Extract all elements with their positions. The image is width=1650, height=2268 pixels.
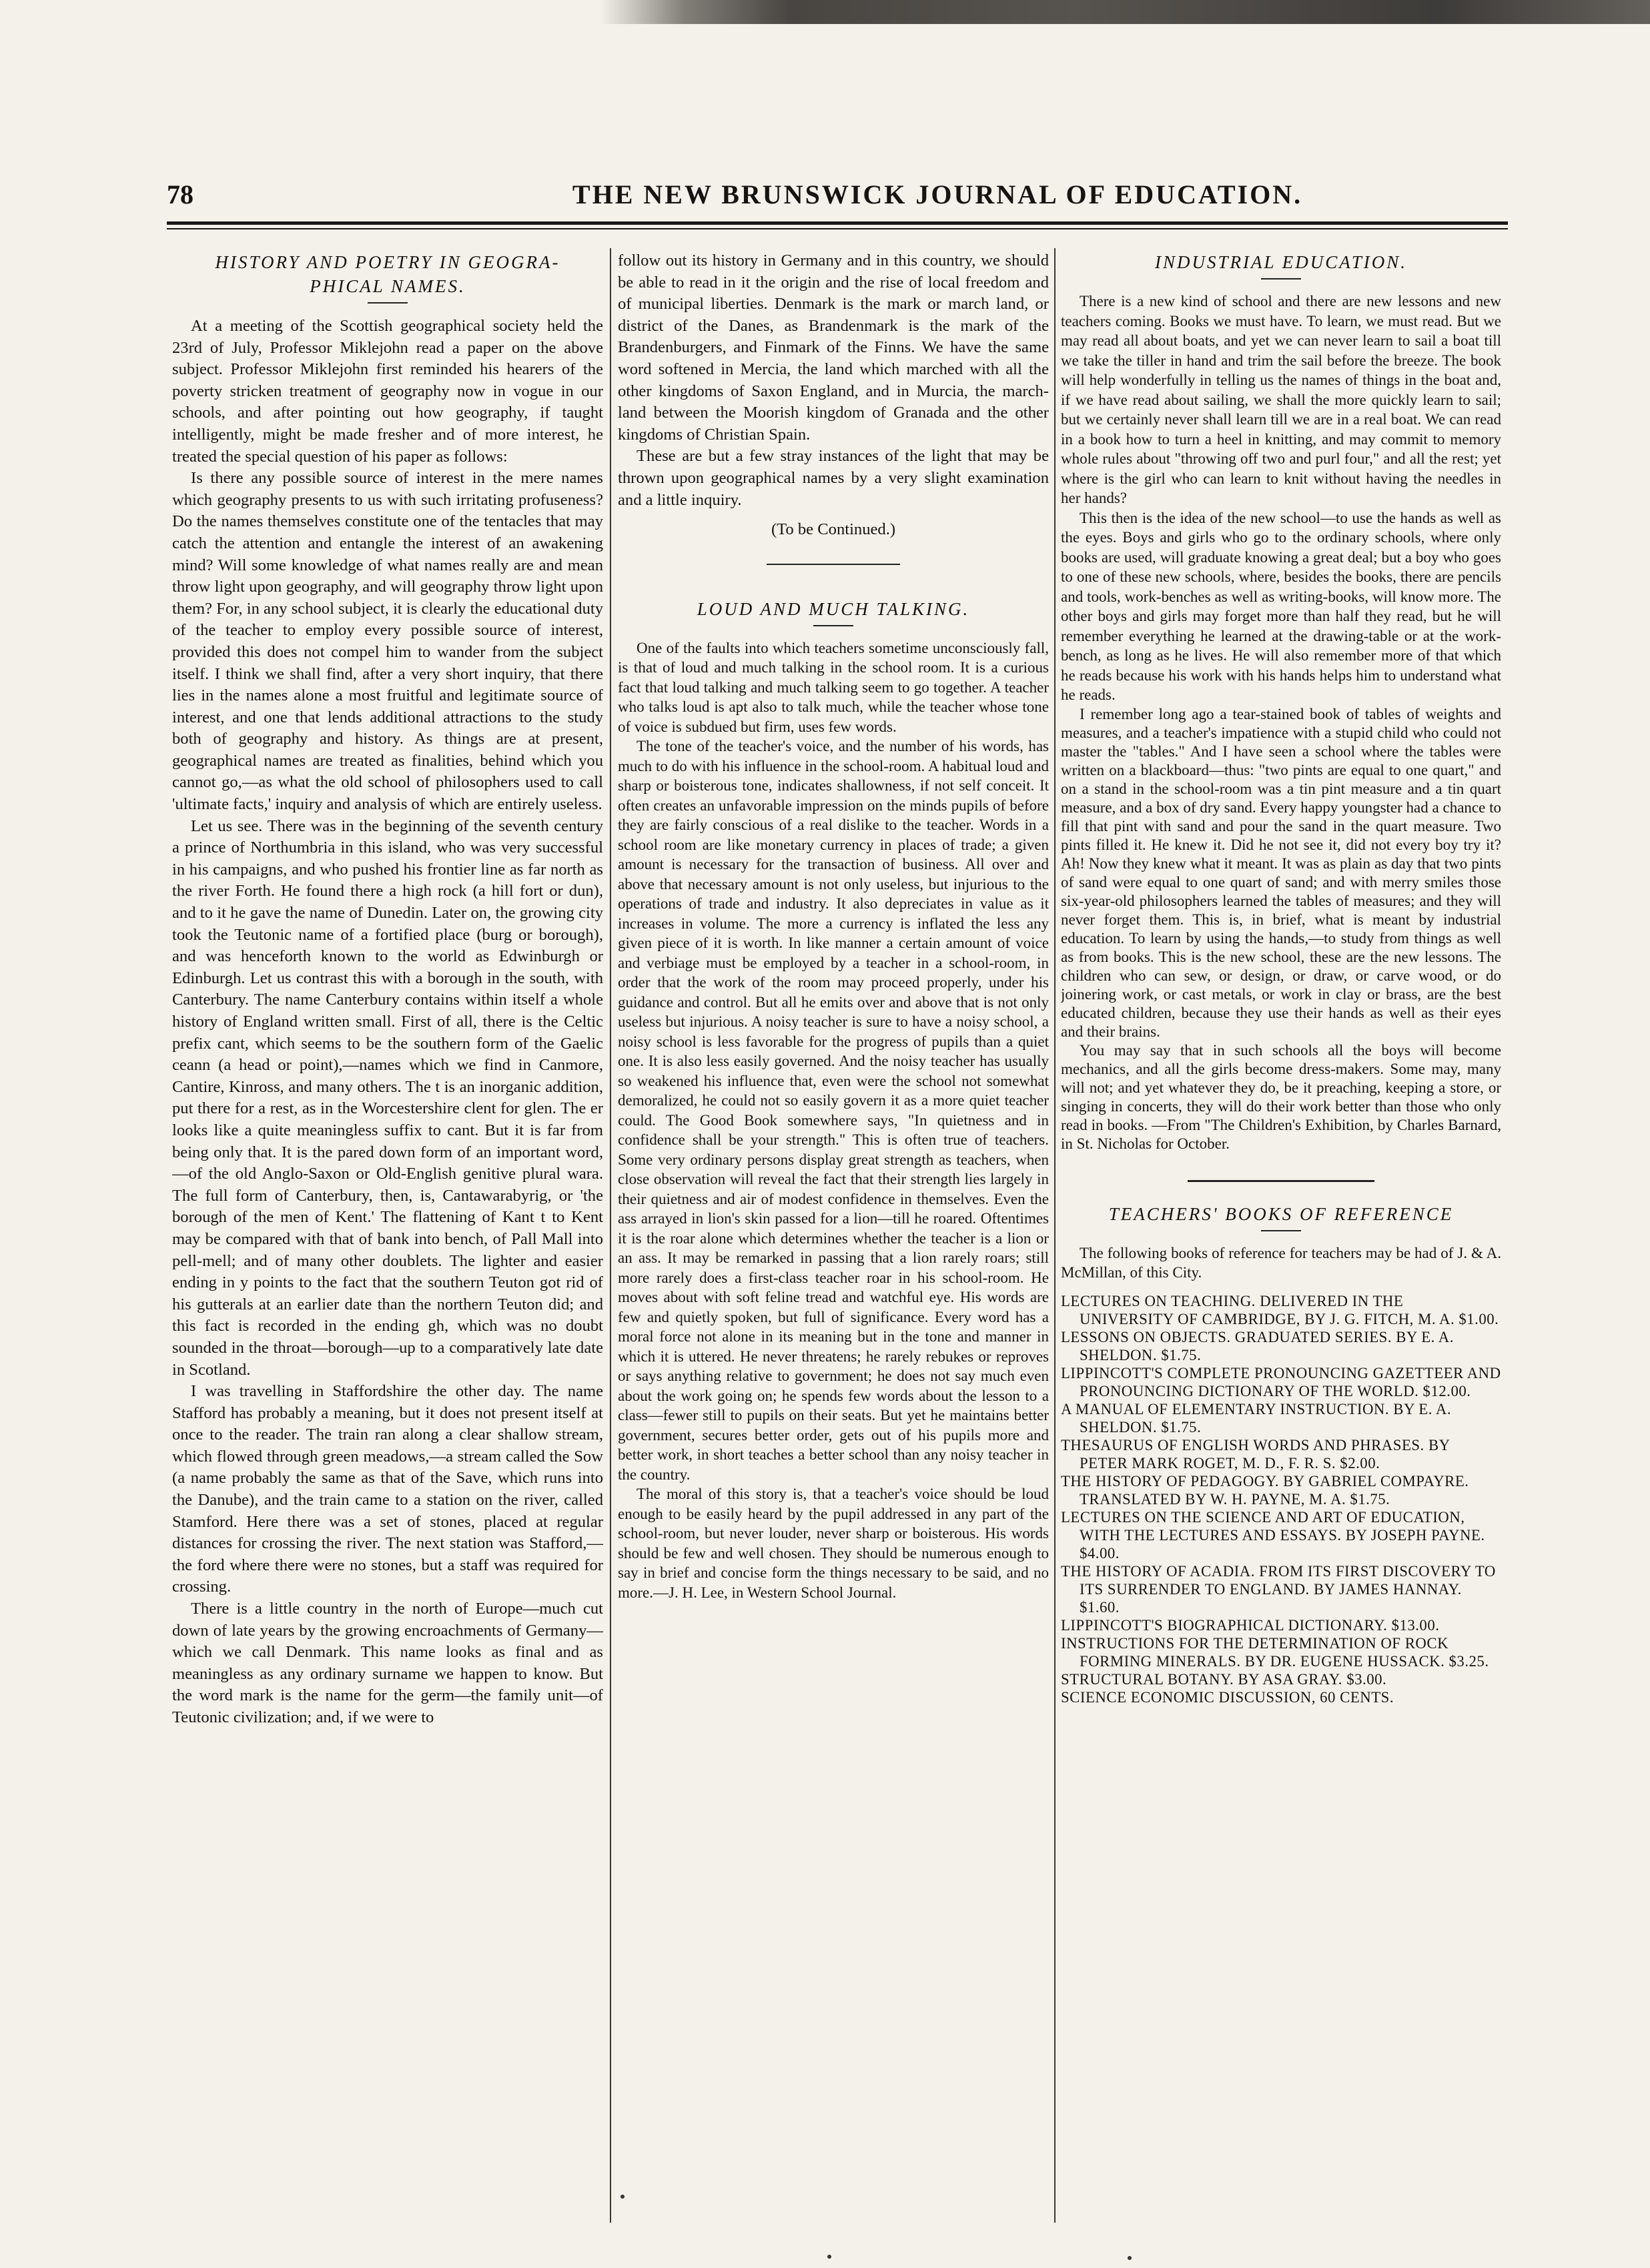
- title-rule: [368, 302, 408, 304]
- section-separator: [1188, 1180, 1374, 1182]
- section-separator: [767, 564, 900, 565]
- paragraph: There is a little country in the north of Europe—much cut down of late years by the growing encroachments of Germany—which we call Denmark. This name looks as final and as meaningless as any ordinary surname we happen to know. But the word mark is the name for the germ—the family unit—of Teutonic civilization; and, if we were to: [172, 1600, 603, 1726]
- paragraph: The moral of this story is, that a teacher's voice should be loud enough to be easily heard by the pupil addressed in any part of the school-room, but never louder, never sharp or boisterous. His words should be few and well chosen. They should be numerous enough to say in brief and concise form the things necessary to be said, and no more.—J. H. Lee, in Western School Journal.: [618, 1486, 1049, 1601]
- column-3: [1061, 250, 1501, 2225]
- column-divider: [1054, 248, 1056, 2223]
- reference-item: THE HISTORY OF ACADIA. FROM ITS FIRST DISCOVERY TO ITS SURRENDER TO ENGLAND. BY JAMES HANNAY. $1.60.: [1061, 1562, 1496, 1616]
- reference-item: A MANUAL OF ELEMENTARY INSTRUCTION. BY E. A. SHELDON. $1.75.: [1061, 1400, 1452, 1436]
- reference-item: LECTURES ON TEACHING. DELIVERED IN THE UNIVERSITY OF CAMBRIDGE, BY J. G. FITCH, M. A. $1.00.: [1061, 1292, 1499, 1327]
- scan-speck: [827, 2255, 831, 2259]
- scan-edge-bar: [600, 0, 1650, 24]
- paragraph: Is there any possible source of interest in the mere names which geography presents to us with such irritating profuseness? Do the names themselves constitute one of the tentacles that may catch the attention and entangle the interest of an awakening mind? Will some knowledge of what names really are and mean throw light upon geography, and will geography throw light upon them? For, in any school subject, it is clearly the educational duty of the teacher to employ every possible source of interest, provided this does not compel him to wander from the subject itself. I think we shall find, after a very short inquiry, that there lies in the names alone a most fruitful and legitimate source of interest, and one that lends additional attractions to the study both of geography and history. As things are at present, geographical names are treated as finalities, behind which you cannot go,—as what the old school of philosophers used to call 'ultimate facts,' inquiry and analysis of which are entirely useless.: [172, 469, 603, 814]
- paragraph: One of the faults into which teachers sometime unconsciously fall, is that of loud and much talking in the school room. It is a curious fact that loud talking and much talking seem to go together. A teacher who talks loud is apt also to talk much, while the teacher whose tone of voice is subdued but firm, uses few words.: [618, 639, 1049, 735]
- reference-item: LECTURES ON THE SCIENCE AND ART OF EDUCATION, WITH THE LECTURES AND ESSAYS. BY JOSEPH PAYNE. $4.00.: [1061, 1508, 1485, 1562]
- reference-item: INSTRUCTIONS FOR THE DETERMINATION OF ROCK FORMING MINERALS. BY DR. EUGENE HUSSACK. $3.25.: [1061, 1634, 1489, 1670]
- paragraph: These are but a few stray instances of the light that may be thrown upon geographical names by a very slight examination and a little inquiry.: [618, 447, 1049, 509]
- paragraph: You may say that in such schools all the boys will become mechanics, and all the girls become dress-makers. Some may, many will not; and yet whatever they do, be it preaching, keeping a store, or singing in concerts, they will do their work better than those who only read in books. —From "The Children's Exhibition, by Charles Barnard, in St. Nicholas for October.: [1061, 1041, 1501, 1152]
- header-rule: [167, 221, 1508, 225]
- scan-speck: [1128, 2256, 1132, 2260]
- article-title: INDUSTRIAL EDUCATION.: [1154, 252, 1408, 272]
- title-rule: [1261, 278, 1301, 279]
- title-line: PHICAL NAMES.: [310, 276, 466, 296]
- header-rule-thin: [167, 228, 1508, 229]
- paragraph: I was travelling in Staffordshire the other day. The name Stafford has probably a meaning, but it does not present itself at once to the reader. The train ran along a clear shallow stream, which flowed through green meadows,—a stream called the Sow (a name probably the same as that of the Save, which runs into the Danube), and the train came to a station on the river, called Stamford. Here there was a set of stones, placed at regular distances for crossing the river. The next station was Stafford,—the ford where there were no stones, but a staff was required for crossing.: [172, 1382, 603, 1596]
- reference-item: THE HISTORY OF PEDAGOGY. BY GABRIEL COMPAYRE. TRANSLATED BY W. H. PAYNE, M. A. $1.75.: [1061, 1472, 1469, 1508]
- reference-intro: The following books of reference for teachers may be had of J. & A. McMillan, of this City.: [1061, 1244, 1501, 1281]
- paragraph: This then is the idea of the new school—to use the hands as well as the eyes. Boys and girls who go to the ordinary schools, where only books are used, will graduate knowing a great deal; but a boy who goes to one of these new schools, where, besides the books, there are pencils and tools, work-benches as well as writing-books, will know more. The other boys and girls may forget more than half they read, but he will remember everything he learned at the drawing-table or at the work-bench, as long as he lives. He will also remember more of that which he reads because his work with his hands helps him to understand what he reads.: [1061, 509, 1501, 703]
- title-rule: [813, 625, 853, 626]
- article-title: [172, 250, 603, 298]
- reference-item: THESAURUS OF ENGLISH WORDS AND PHRASES. BY PETER MARK ROGET, M. D., F. R. S. $2.00.: [1061, 1436, 1450, 1472]
- paragraph: At a meeting of the Scottish geographical society held the 23rd of July, Professor Miklejohn read a paper on the above subject. Professor Miklejohn first reminded his hearers of the poverty stricken treatment of geography now in vogue in our schools, and after pointing out how geography, if taught intelligently, might be made fresher and of more interest, he treated the special question of his paper as follows:: [172, 317, 603, 466]
- paragraph: I remember long ago a tear-stained book of tables of weights and measures, and a teacher's impatience with a stupid child who could not master the "tables." And I have seen a school where the tables were written on a blackboard—thus: "two pints are equal to one quart," and on a stand in the school-room was a tin pint measure and a tin quart measure, and a box of dry sand. Every happy youngster had a chance to fill that pint with sand and pour the sand in the quart measure. Two pints filled it. He knew it. Did he not see it, did not every boy try it? Ah! Now they knew what it meant. It was as plain as day that two pints of sand were equal to one quart of sand; and with merry smiles those six-year-old philosophers learned the tables of measures; and they will never forget them. This is, in brief, what is meant by industrial education. To learn by using the hands,—to study from things as well as from books. This is the new school, these are the new lessons. The children who can sew, or design, or draw, or carve wood, or do joinering work, or cast metals, or work in clay or brass, are the best educated children, because they use their hands as well as their eyes and their brains.: [1061, 705, 1501, 1040]
- article-title: LOUD AND MUCH TALKING.: [697, 598, 970, 619]
- reference-item: LIPPINCOTT'S BIOGRAPHICAL DICTIONARY. $13.00.: [1061, 1616, 1440, 1634]
- paragraph: The tone of the teacher's voice, and the number of his words, has much to do with his influence in the school-room. A habitual loud and sharp or boisterous tone, indicates shallowness, if not self conceit. It often creates an unfavorable impression on the minds pupils of before they are fairly conscious of a real dislike to the teacher. Words in a school room are like monetary currency in places of trade; a given amount is necessary for the transaction of business. All over and above that necessary amount is not only useless, but injurious to the operations of trade and industry. It also depreciates in value as it increases in volume. The more a currency is inflated the less any given piece of it is worth. In like manner a certain amount of voice and verbiage must be employed by a teacher in a school-room, in order that the work of the room may proceed properly, under his guidance and control. But all he emits over and above that is not only useless but injurious. A noisy teacher is sure to have a noisy school, a noisy school is less favorable for the progress of pupils than a quiet one. It is also less easily governed. And the noisy teacher has usually so weakened his influence that, even were the school not somewhat demoralized, he could not so easily govern it as a more quiet teacher could. The Good Book somewhere says, "In quietness and in confidence shall be your strength." This is often true of teachers. Some very ordinary persons display great strength as teachers, when close observation will reveal the fact that their strength lies largely in their quietness and air of modest confidence in themselves. Even the ass arrayed in lion's skin passed for a lion—till he roared. Oftentimes it is the roar alone which determines whether the teacher is a lion or an ass. It may be remarked in passing that a lion rarely roars; still more rarely does a first-class teacher roar in his school-room. He moves about with soft feline tread and watchful eye. His words are few and quietly spoken, but full of significance. Every word has a moral force not alone in its meaning but in the tone and manner in which it is uttered. He never threatens; he rarely rebukes or reproves or says anything relative to government; he does not say much even about the work going on; he spends few words about the lesson to a class—fewer still to pupils on their seats. But yet he maintains better government, secures better order, gets out of his pupils more and better work, in short teaches a better school than any noisy teacher in the country.: [618, 738, 1049, 1483]
- title-line: HISTORY AND POETRY IN GEOGRA-: [215, 252, 560, 272]
- column-2: [618, 250, 1049, 2225]
- paragraph: There is a new kind of school and there are new lessons and new teachers coming. Books we must have. To learn, we must read. But we may read all about boats, and yet we can never learn to sail a boat till we take the tiller in hand and trim the sail before the breeze. The book will help wonderfully in telling us the names of things in the boat and, if we have read about sailing, we shall the more quickly learn to sail; but we certainly never shall learn till we are in a real boat. We can read in a book how to turn a heel in knitting, and may commit to memory whole rules about "throwing off two and purl four," and all the rest; yet where is the girl who can learn to knit without having the needles in her hands?: [1061, 293, 1501, 506]
- reference-item: STRUCTURAL BOTANY. BY ASA GRAY. $3.00.: [1061, 1670, 1387, 1688]
- scan-speck: [621, 2195, 625, 2199]
- journal-title: THE NEW BRUNSWICK JOURNAL OF EDUCATION.: [572, 179, 1303, 209]
- reference-item: LESSONS ON OBJECTS. GRADUATED SERIES. BY E. A. SHELDON. $1.75.: [1061, 1328, 1454, 1363]
- paragraph: follow out its history in Germany and in this country, we should be able to read in it the origin and the rise of local freedom and of municipal liberties. Denmark is the mark or march land, or district of the Danes, as Brandenmark is the mark of the Brandenburgers, and Finmark of the Finns. We have the same word softened in Mercia, the land which marched with all the other kingdoms of Saxon England, and in Murcia, the march-land between the Moorish kingdom of Granada and the other kingdoms of Christian Spain.: [618, 251, 1049, 444]
- reference-item: LIPPINCOTT'S COMPLETE PRONOUNCING GAZETTEER AND PRONOUNCING DICTIONARY OF THE WORLD. $12.00.: [1061, 1364, 1501, 1399]
- article-title: TEACHERS' BOOKS OF REFERENCE: [1108, 1203, 1454, 1224]
- page-header: [167, 179, 1508, 219]
- reference-item: SCIENCE ECONOMIC DISCUSSION, 60 CENTS.: [1061, 1688, 1394, 1706]
- column-1: [172, 250, 603, 2225]
- title-rule: [1261, 1230, 1301, 1231]
- paragraph: Let us see. There was in the beginning of the seventh century a prince of Northumbria in this island, who was very successful in his campaigns, and who pushed his frontier line as far north as the river Forth. He found there a high rock (a hill fort or dun), and to it he gave the name of Dunedin. Later on, the growing city took the Teutonic name of a fortified place (burg or borough), and was henceforth known to the world as Edwinburgh or Edinburgh. Let us contrast this with a borough in the south, with Canterbury. The name Canterbury contains within itself a whole history of England written small. First of all, there is the Celtic prefix cant, which seems to be the southern form of the Gaelic ceann (a head or point),—names which we find in Canmore, Cantire, Kinross, and many others. The t is an inorganic addition, put there for a rest, as in the Worcestershire clent for glen. The er looks like a quite meaningless suffix to cant. But it is far from being only that. It is the pared down form of an important word,—of the old Anglo-Saxon or Old-English genitive plural wara. The full form of Canterbury, then, is, Cantawarabyrig, or 'the borough of the men of Kent.' The flattening of Kant t to Kent may be compared with that of bank into bench, of Pall Mall into pell-mell; and of many other doublets. The lighter and easier ending in y points to the fact that the southern Teuton got rid of his gutterals at an earlier date than the northern Teuton did; and this fact is recorded in the ending gh, which was no doubt sounded in the throat—borough—up to a comparatively late date in Scotland.: [172, 816, 603, 1379]
- column-divider: [610, 248, 611, 2223]
- continued-note: (To be Continued.): [771, 520, 896, 539]
- page-number: 78: [167, 179, 193, 209]
